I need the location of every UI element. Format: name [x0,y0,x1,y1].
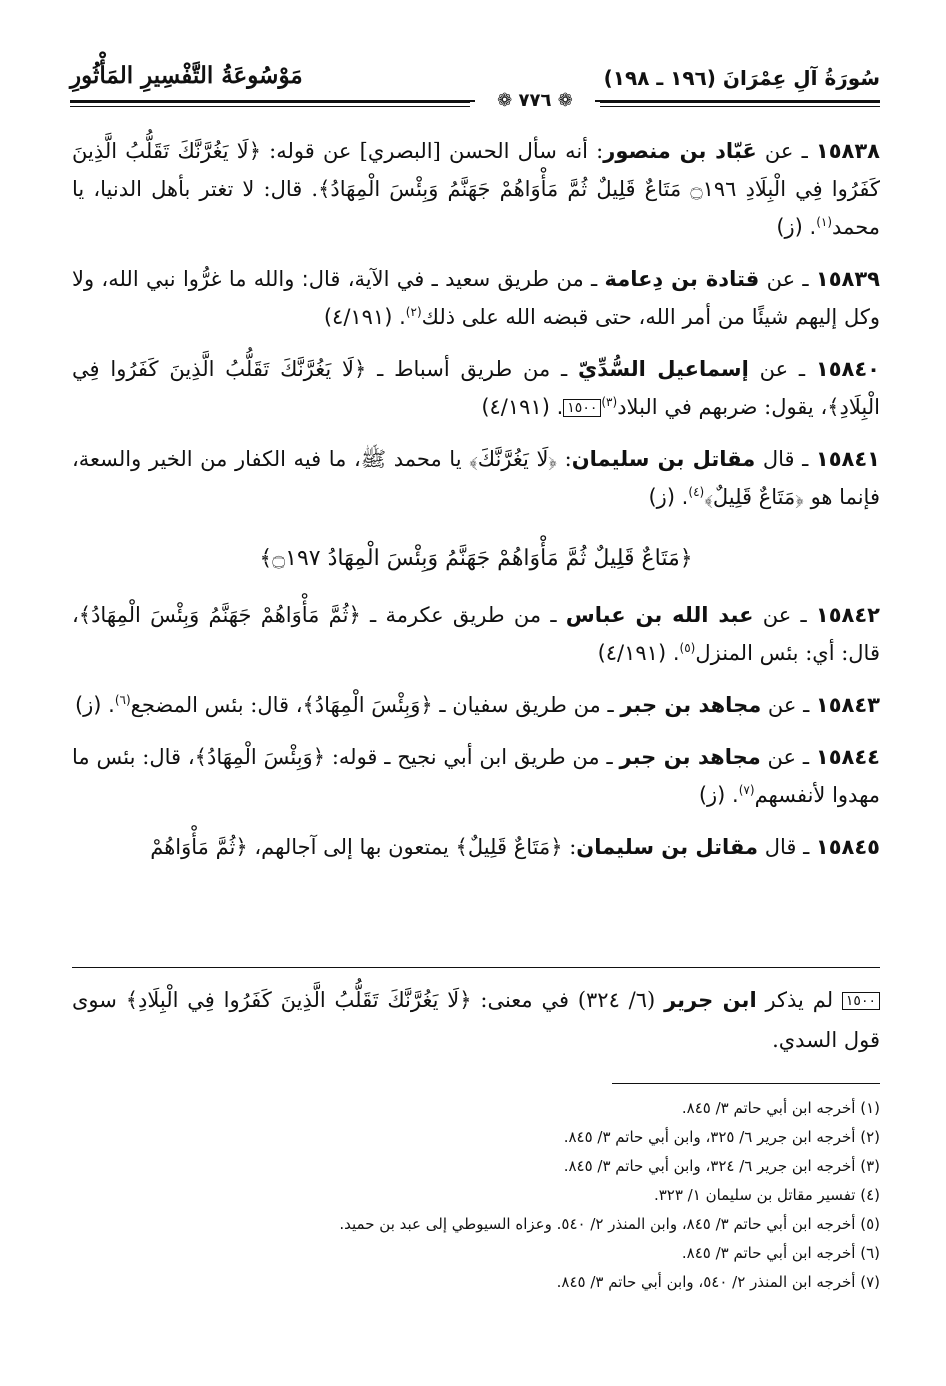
footnote: (٦) أخرجه ابن أبي حاتم ٣/ ٨٤٥. [681,1244,880,1262]
commentary-separator [72,967,880,968]
entry: ١٥٨٤٤ ـ عن مجاهد بن جبر ـ من طريق ابن أبي نجيح ـ قوله: ﴿وَبِئْسَ الْمِهَادُ﴾، قال: بئس ما مهدوا لأنفسهم$^{(٧)}$. (ز) [72,745,880,807]
footnotes [72,1094,880,1297]
footnote: (٢) أخرجه ابن جرير ٦/ ٣٢٥، وابن أبي حاتم ٣/ ٨٤٥. [563,1128,880,1146]
footnote-rule [612,1083,880,1084]
commentary-box: ١٥٠٠ لم يذكر ابن جرير (٦/ ٣٢٤) في معنى: ﴿لَا يَغُرَّنَّكَ تَقَلُّبُ الَّذِينَ كَفَرُوا فِي الْبِلَادِ﴾ سوى قول السدي. [72,988,880,1052]
page-header [70,62,880,110]
entry: ١٥٨٣٨ ـ عن عَبّاد بن منصور: أنه سأل الحسن [البصري] عن قوله: ﴿لَا يَغُرَّنَّكَ تَقَلُّبُ الَّذِينَ كَفَرُوا فِي الْبِلَادِ ۝١٩٦ مَتَاعٌ قَلِيلٌ ثُمَّ مَأْوَاهُمْ جَهَنَّمُ وَبِئْسَ الْمِهَادُ﴾. قال: لا تغتر بأهل الدنيا، يا محمد$^{(١)}$. (ز) [72,139,880,239]
footnote: (٥) أخرجه ابن أبي حاتم ٣/ ٨٤٥، وابن المنذر ٢/ ٥٤٠. وعزاه السيوطي إلى عبد بن حميد. [339,1215,880,1233]
entry: ١٥٨٤٣ ـ عن مجاهد بن جبر ـ من طريق سفيان ـ ﴿وَبِئْسَ الْمِهَادُ﴾، قال: بئس المضجع$^{(٦)}$. (ز) [74,693,880,717]
surah-title: سُورَةُ آلِ عِمْرَانَ (١٩٦ ـ ١٩٨) [603,66,880,90]
book-title: مَوْسُوعَةُ التَّفْسِيرِ المَأْثُورِ [70,62,303,89]
commentary-marker: ١٥٠٠ [842,992,880,1010]
verse-heading: ﴿مَتَاعٌ قَلِيلٌ ثُمَّ مَأْوَاهُمْ جَهَنَّمُ وَبِئْسَ الْمِهَادُ ۝١٩٧﴾ [259,546,693,571]
entry: ١٥٨٣٩ ـ عن قتادة بن دِعامة ـ من طريق سعيد ـ في الآية، قال: والله ما غرُّوا نبي الله، ولا وكل إليهم شيئًا من أمر الله، حتى قبضه الله على ذلك$^{(٢)}$. (٤/١٩١) [72,267,880,329]
page-number: ❁ ٧٧٦ ❁ [475,90,595,114]
footnote: (٧) أخرجه ابن المنذر ٢/ ٥٤٠، وابن أبي حاتم ٣/ ٨٤٥. [556,1273,880,1291]
main-text [72,132,880,880]
footnote: (٣) أخرجه ابن جرير ٦/ ٣٢٤، وابن أبي حاتم ٣/ ٨٤٥. [563,1157,880,1175]
header-double-rule-right [600,102,880,107]
footnote: (١) أخرجه ابن أبي حاتم ٣/ ٨٤٥. [681,1099,880,1117]
header-double-rule-left [70,102,470,107]
entry: ١٥٨٤٢ ـ عن عبد الله بن عباس ـ من طريق عكرمة ـ ﴿ثُمَّ مَأْوَاهُمْ جَهَنَّمُ وَبِئْسَ الْمِهَادُ﴾، قال: أي: بئس المنزل$^{(٥)}$. (٤/١٩١) [72,603,880,665]
commentary-marker: ١٥٠٠ [563,399,601,417]
entry: ١٥٨٤٠ ـ عن إسماعيل السُّدِّيّ ـ من طريق أسباط ـ ﴿لَا يَغُرَّنَّكَ تَقَلُّبُ الَّذِينَ كَفَرُوا فِي الْبِلَادِ﴾، يقول: ضربهم في البلاد$^{(٣)}$١٥٠٠. (٤/١٩١) [72,357,880,419]
entry: ١٥٨٤٥ ـ قال مقاتل بن سليمان: ﴿مَتَاعٌ قَلِيلٌ﴾ يمتعون بها إلى آجالهم، ﴿ثُمَّ مَأْوَاهُمْ [150,835,880,859]
entry: ١٥٨٤١ ـ قال مقاتل بن سليمان: ﴿لَا يَغُرَّنَّكَ﴾ يا محمد ﷺ، ما فيه الكفار من الخير والسعة، فإنما هو ﴿مَتَاعٌ قَلِيلٌ﴾$^{(٤)}$. (ز) [72,447,880,509]
footnote: (٤) تفسير مقاتل بن سليمان ١/ ٣٢٣. [653,1186,880,1204]
